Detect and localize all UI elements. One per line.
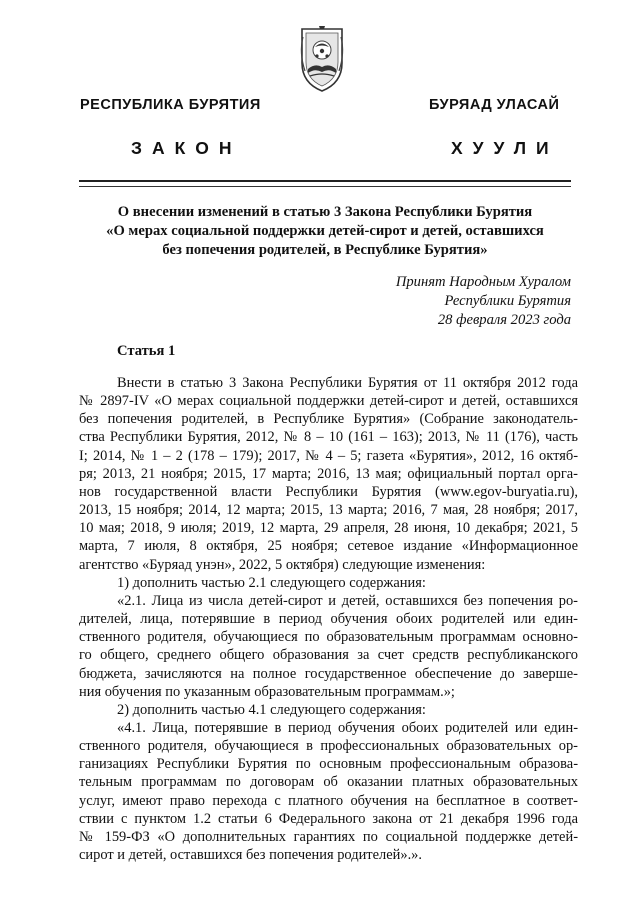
body-line: ства Республики Бурятия, 2012, № 8 – 10 (161 – 163); 2013, № 11 (176), часть [79, 429, 578, 446]
body-line: № 2897-IV «О мерах социальной поддержки детей-сирот и детей, оставшихся [79, 393, 578, 410]
body-line: 2) дополнить частью 4.1 следующего содержания: [117, 701, 426, 718]
header-divider-thick [79, 180, 571, 182]
body-line: без попечения родителей, в Республике Бурятия» (Собрание законодатель- [79, 411, 578, 428]
adoption-date: 28 февраля 2023 года [437, 312, 571, 328]
body-line: 10 мая; 2018, 9 июля; 2019, 12 марта, 29 апреля, 28 июня, 10 декабря; 2021, 5 [79, 520, 578, 537]
header-divider-thin [79, 186, 571, 187]
body-line: агентство «Буряад унэн», 2022, 5 октября) следующие изменения: [79, 556, 486, 573]
body-line: бюджета, зачисляются на полное государственное обеспечение до заверше- [79, 665, 578, 682]
body-line: ния обучения по указанным образовательным программам.»; [79, 683, 455, 700]
law-label-buryat: ХУУЛИ [451, 138, 559, 158]
body-line: ря; 2013, 21 ноября; 2015, 17 марта; 2016, 13 мая; официальный портал орга- [79, 465, 578, 482]
law-title-line: «О мерах социальной поддержки детей-сирот и детей, оставшихся [106, 223, 544, 239]
adoption-line: Принят Народным Хуралом [395, 274, 571, 290]
adoption-line: Республики Бурятия [444, 293, 571, 309]
body-line: «4.1. Лица, потерявшие в период обучения обоих родителей или един- [117, 719, 578, 736]
body-line: I; 2014, № 1 – 2 (178 – 179); 2017, № 4 – 5; газета «Бурятия», 2012, 16 октяб- [79, 447, 578, 464]
republic-name-russian: РЕСПУБЛИКА БУРЯТИЯ [80, 97, 261, 113]
article-heading: Статья 1 [117, 343, 176, 359]
law-title-line: без попечения родителей, в Республике Бурятия» [162, 242, 488, 258]
body-line: ственного родителя, обучающиеся по образовательным программам основно- [79, 629, 578, 646]
body-line: тельным программам по договорам об оказании платных образовательных [79, 774, 578, 791]
body-line: марта, 7 июля, 8 октября, 25 ноября; сетевое издание «Информационное [79, 538, 578, 555]
body-line: ганизациях Республики Бурятия по основным профессиональным образова- [79, 756, 578, 773]
body-line: сирот и детей, оставшихся без попечения родителей».». [79, 847, 423, 864]
article-body [79, 374, 578, 864]
body-line: «2.1. Лица из числа детей-сирот и детей, оставшихся без попечения ро- [117, 592, 578, 609]
republic-name-buryat: БУРЯАД УЛАСАЙ [429, 97, 560, 113]
body-line: го общего, среднего общего образования за счет средств республиканского [79, 647, 578, 664]
law-title [80, 203, 570, 260]
law-label-russian: ЗАКОН [131, 138, 242, 158]
emblem-of-buryatia-icon [297, 23, 347, 95]
body-line: ственного родителя, обучающиеся в профессиональных образовательных ор- [79, 738, 578, 755]
law-title-line: О внесении изменений в статью 3 Закона Республики Бурятия [117, 204, 533, 220]
adoption-note [396, 273, 571, 330]
body-line: дителей, лица, потерявшие в период обучения обоих родителей или един- [79, 611, 578, 628]
body-line: нов государственной власти Республики Бурятия (www.egov-buryatia.ru), [79, 483, 578, 500]
body-line: услуг, имеют право перехода с платного обучения на бесплатное в соответ- [79, 792, 578, 809]
body-line: 2013, 15 ноября; 2014, 12 марта; 2015, 13 марта; 2016, 7 мая, 28 ноября; 2017, [79, 502, 578, 519]
body-line: Внести в статью 3 Закона Республики Бурятия от 11 октября 2012 года [117, 375, 578, 391]
body-line: 1) дополнить частью 2.1 следующего содержания: [117, 574, 426, 591]
body-line: № 159-ФЗ «О дополнительных гарантиях по социальной поддержке детей- [79, 828, 578, 845]
body-line: ствии с пунктом 1.2 статьи 6 Федерального закона от 21 декабря 1996 года [79, 810, 578, 827]
